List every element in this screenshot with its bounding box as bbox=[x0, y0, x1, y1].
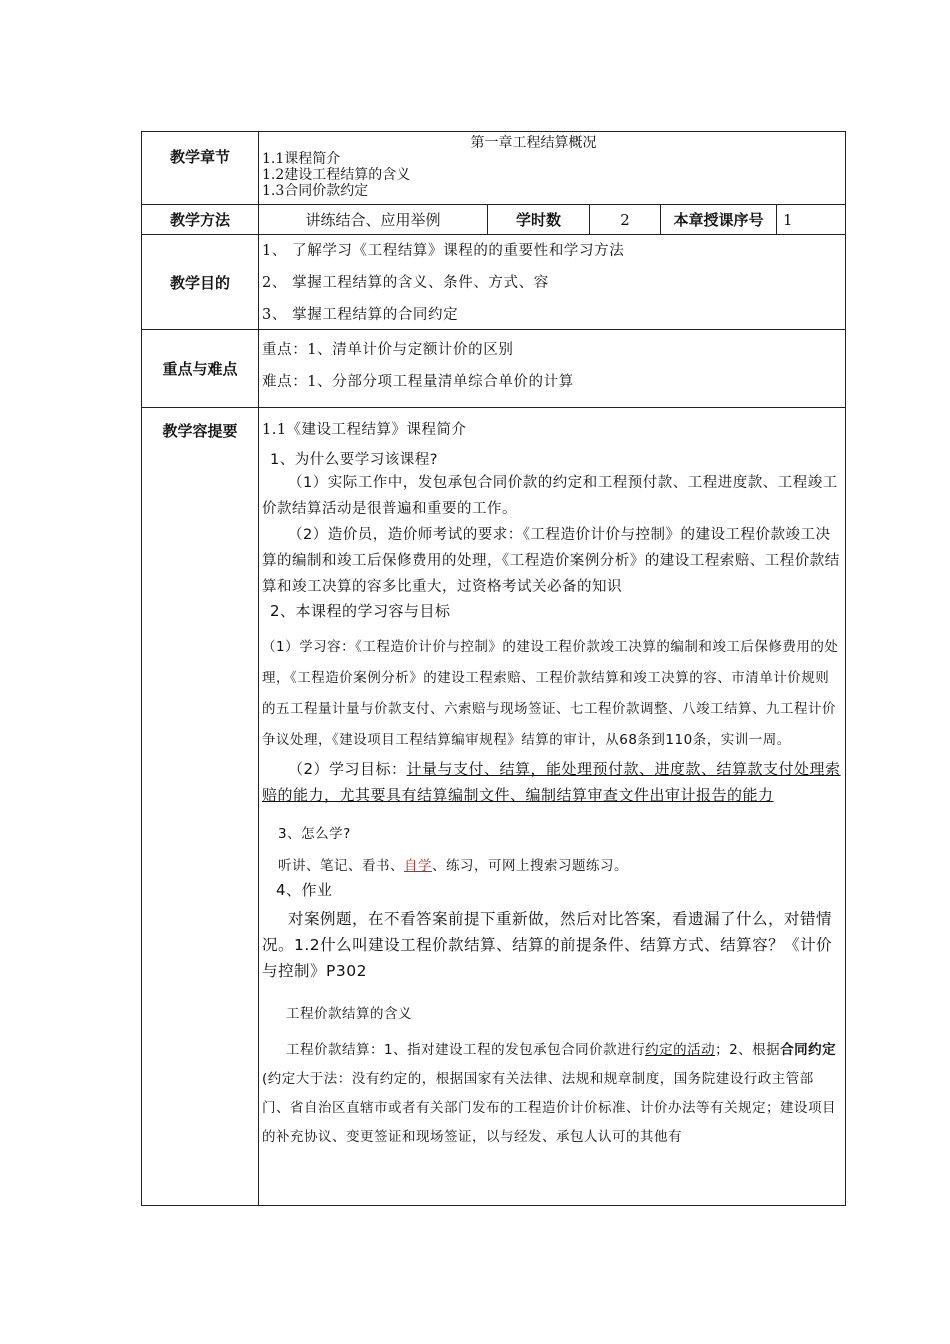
study-text: 、练习，可网上搜索习题练习。 bbox=[432, 858, 628, 874]
hours-value: 2 bbox=[590, 205, 661, 235]
chapter-cell bbox=[259, 132, 846, 205]
lesson-seq-label: 本章授课序号 bbox=[661, 205, 777, 235]
method-label: 教学方法 bbox=[142, 205, 259, 235]
paragraph bbox=[262, 856, 841, 876]
settlement-text: (约定大于法：没有约定的，根据国家有关法律、法规和规章制度，国务院建设行政主管部门、省自治区直辖市或者有关部门发布的工程造价计价标准、计价办法等有关规定；建设项目的补充协议、变更签证和现场签证，以与经发、承包人认可的其他有 bbox=[262, 1071, 836, 1145]
content-label: 教学容提要 bbox=[142, 408, 259, 1206]
chapter-label: 教学章节 bbox=[142, 132, 259, 205]
keypoints-row bbox=[142, 330, 846, 408]
question-heading: 2、本课程的学习容与目标 bbox=[270, 602, 451, 620]
goals-cell bbox=[259, 235, 846, 330]
keypoint-item: 难点：1、分部分项工程量清单综合单价的计算 bbox=[262, 374, 574, 390]
paragraph: 对案例题，在不看答案前提下重新做，然后对比答案，看遗漏了什么，对错情况。1.2什么叫建设工程价款结算、结算的前提条件、结算方式、结算容？《计价与控制》P302 bbox=[262, 910, 833, 980]
method-row bbox=[142, 205, 846, 235]
goal-item: 3、 掌握工程结算的合同约定 bbox=[262, 307, 459, 323]
question-heading: 1、为什么要学习该课程? bbox=[270, 452, 438, 468]
goal-item: 1、 了解学习《工程结算》课程的的重要性和学习方法 bbox=[262, 243, 625, 259]
lesson-seq-value: 1 bbox=[777, 205, 846, 235]
keypoints-cell bbox=[259, 330, 846, 408]
question-heading: 4、作业 bbox=[276, 881, 333, 899]
keypoint-item: 重点：1、清单计价与定额计价的区别 bbox=[262, 342, 514, 358]
section-title: 工程价款结算的含义 bbox=[286, 1006, 412, 1022]
question-heading: 3、怎么学? bbox=[278, 826, 351, 842]
content-row bbox=[142, 408, 846, 1206]
teaching-plan-table bbox=[141, 131, 846, 1206]
goal-item: 2、 掌握工程结算的含义、条件、方式、容 bbox=[262, 275, 549, 291]
chapter-section: 1.3合同价款约定 bbox=[262, 183, 369, 199]
goal-underlined: 计量与支付、结算，能处理预付款、进度款、结算款支付处理索赔的能力，尤其要具有结算编制文件、编制结算审查文件出审计报告的能力 bbox=[262, 760, 841, 804]
goal-lead: （2）学习目标： bbox=[288, 760, 407, 778]
method-value: 讲练结合、应用举例 bbox=[259, 205, 488, 235]
chapter-title: 第一章工程结算概况 bbox=[470, 135, 597, 151]
goals-label: 教学目的 bbox=[142, 235, 259, 330]
paragraph bbox=[262, 756, 841, 808]
goals-row bbox=[142, 235, 846, 330]
chapter-section: 1.2建设工程结算的含义 bbox=[262, 167, 411, 183]
paragraph: （1）学习容：《工程造价计价与控制》的建设工程价款竣工决算的编制和竣工后保修费用的处理，《工程造价案例分析》的建设工程索赔、工程价款结算和竣工决算的容、市清单计价规则的五工程量计量与价款支付、六索赔与现场签证、七工程价款调整、八竣工结算、九工程计价争议处理，《建设项目工程结算编审规程》结算的审计，从68条到110条，实训一周。 bbox=[262, 639, 839, 748]
section-title: 1.1《建设工程结算》课程简介 bbox=[262, 422, 467, 438]
study-text: 听讲、笔记、看书、 bbox=[278, 858, 404, 874]
study-highlight: 自学 bbox=[404, 858, 432, 874]
settlement-underlined: 约定的活动 bbox=[645, 1042, 716, 1058]
chapter-section: 1.1课程简介 bbox=[262, 151, 341, 167]
content-cell bbox=[259, 408, 846, 1206]
settlement-bold: 合同约定 bbox=[780, 1042, 837, 1058]
settlement-text: 工程价款结算：1、指对建设工程的发包承包合同价款进行 bbox=[286, 1042, 646, 1058]
settlement-text: ；2、根据 bbox=[715, 1042, 781, 1058]
hours-label: 学时数 bbox=[488, 205, 590, 235]
paragraph: （2）造价员，造价师考试的要求：《工程造价计价与控制》的建设工程价款竣工决算的编制和竣工后保修费用的处理，《工程造价案例分析》的建设工程索赔、工程价款结算和竣工决算的容多比重大，过资格考试关必备的知识 bbox=[262, 527, 840, 595]
chapter-row bbox=[142, 132, 846, 205]
keypoints-label: 重点与难点 bbox=[142, 330, 259, 408]
paragraph bbox=[262, 1036, 841, 1152]
paragraph: （1）实际工作中，发包承包合同价款的约定和工程预付款、工程进度款、工程竣工价款结算活动是很普遍和重要的工作。 bbox=[262, 475, 838, 517]
